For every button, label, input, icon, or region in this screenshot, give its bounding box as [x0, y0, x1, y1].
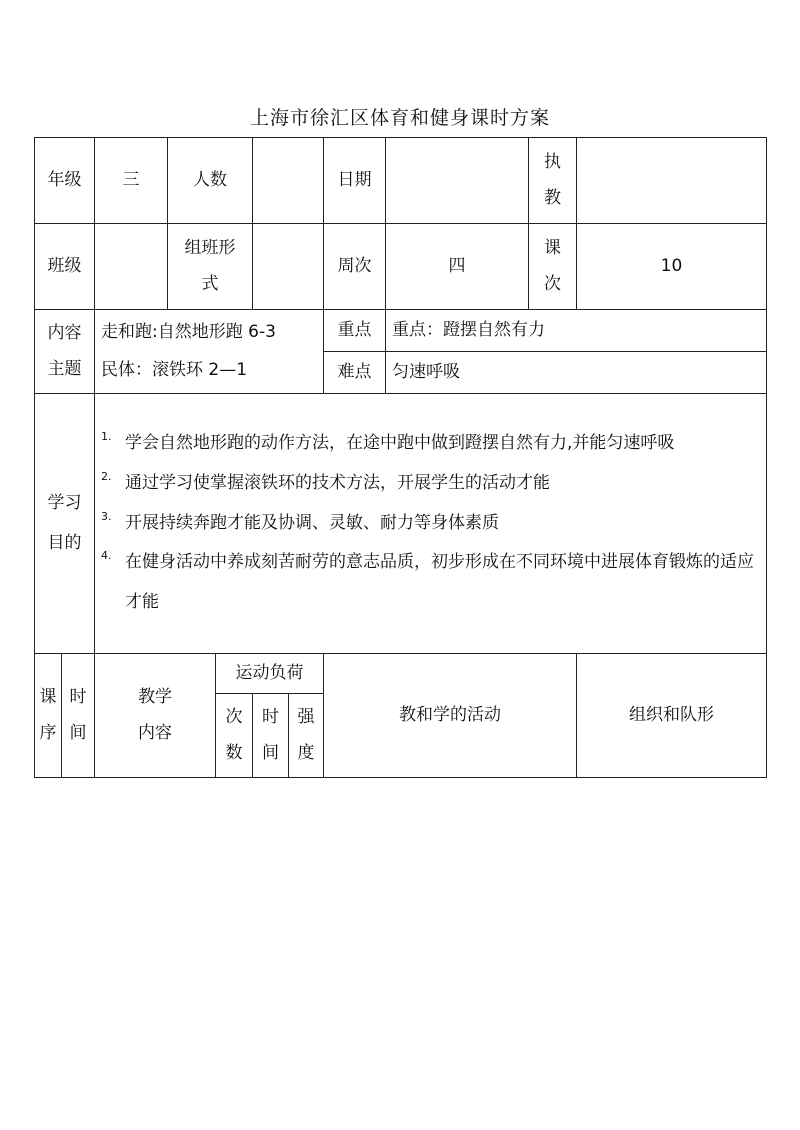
col-intensity: 强 度 — [289, 694, 324, 778]
people-label: 人数 — [168, 138, 253, 224]
goal-item-2: 2. 通过学习使掌握滚铁环的技术方法，开展学生的活动才能 — [101, 469, 550, 493]
lesson-value: 10 — [577, 224, 767, 310]
lesson-plan-table — [34, 137, 767, 778]
week-value: 四 — [386, 224, 529, 310]
week-label: 周次 — [324, 224, 386, 310]
goal-item-4: 4. 在健身活动中养成刻苦耐劳的意志品质，初步形成在不同环境中进展体育锻炼的适应才能 — [101, 549, 754, 613]
content-label: 内容 主题 — [35, 310, 95, 394]
class-label: 班级 — [35, 224, 95, 310]
form-label: 组班形 式 — [168, 224, 253, 310]
form-value — [253, 224, 324, 310]
goal-item-1: 1. 学会自然地形跑的动作方法，在途中跑中做到蹬摆自然有力,并能匀速呼吸 — [101, 429, 675, 453]
goals-row — [35, 394, 767, 654]
teacher-label: 执 教 — [529, 138, 577, 224]
goal-item-3: 3. 开展持续奔跑才能及协调、灵敏、耐力等身体素质 — [101, 509, 499, 533]
header-row-1 — [35, 138, 767, 224]
col-duration: 时 间 — [253, 694, 289, 778]
topic-2: 民体：滚铁环 2—1 — [101, 359, 248, 380]
grade-value: 三 — [95, 138, 168, 224]
col-time: 时 间 — [62, 654, 95, 778]
teacher-value — [577, 138, 767, 224]
col-order: 课 序 — [35, 654, 62, 778]
page-title: 上海市徐汇区体育和健身课时方案 — [249, 107, 550, 129]
col-activity: 教和学的活动 — [324, 654, 577, 778]
goals-list — [95, 394, 767, 654]
class-value — [95, 224, 168, 310]
lesson-label: 课 次 — [529, 224, 577, 310]
key-label: 重点 — [324, 310, 386, 352]
goals-label: 学习 目的 — [35, 394, 95, 654]
key-value: 重点：蹬摆自然有力 — [386, 310, 767, 352]
people-value — [253, 138, 324, 224]
col-load: 运动负荷 — [216, 654, 324, 694]
difficulty-value: 匀速呼吸 — [386, 352, 767, 394]
grade-label: 年级 — [35, 138, 95, 224]
difficulty-label: 难点 — [324, 352, 386, 394]
col-count: 次 数 — [216, 694, 253, 778]
topic-1: 走和跑:自然地形跑 6-3 — [101, 322, 276, 343]
date-label: 日期 — [324, 138, 386, 224]
content-topics — [95, 310, 324, 394]
date-value — [386, 138, 529, 224]
col-content: 教学 内容 — [95, 654, 216, 778]
col-organization: 组织和队形 — [577, 654, 767, 778]
content-row-1 — [35, 310, 767, 352]
columns-row-1 — [35, 654, 767, 694]
header-row-2 — [35, 224, 767, 310]
